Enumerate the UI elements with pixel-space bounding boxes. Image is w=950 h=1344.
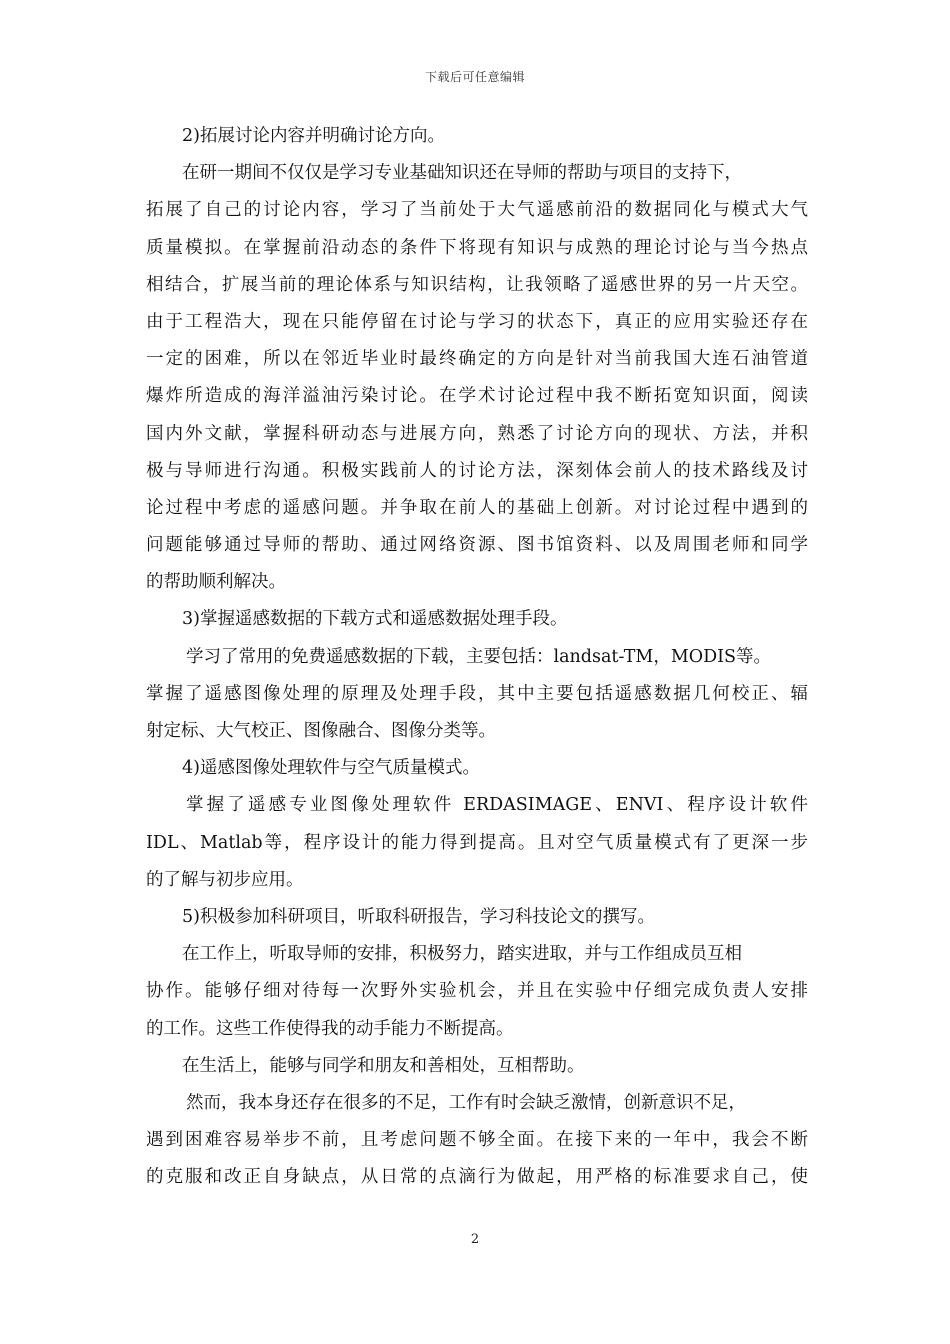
text-line: 质量模拟。在掌握前沿动态的条件下将现有知识与成熟的理论讨论与当今热点 (146, 237, 808, 258)
text-line: 在生活上，能够与同学和朋友和善相处，互相帮助。 (182, 1055, 585, 1076)
text-line: 由于工程浩大，现在只能停留在讨论与学习的状态下，真正的应用实验还存在 (146, 311, 808, 332)
text-line: 射定标、大气校正、图像融合、图像分类等。 (146, 721, 496, 741)
page-number: 2 (470, 1232, 480, 1247)
text-line: 的工作。这些工作使得我的动手能力不断提高。 (146, 1018, 514, 1039)
text-line: 拓展了自己的讨论内容，学习了当前处于大气遥感前沿的数据同化与模式大气 (146, 200, 808, 221)
text-line: 的了解与初步应用。 (146, 869, 304, 890)
text-line: 爆炸所造成的海洋溢油污染讨论。在学术讨论过程中我不断拓宽知识面，阅读 (146, 386, 808, 407)
text-line: 极与导师进行沟通。积极实践前人的讨论方法，深刻体会前人的技术路线及讨 (146, 460, 808, 481)
document-body (146, 118, 808, 1196)
text-line: 相结合，扩展当前的理论体系与知识结构，让我领略了遥感世界的另一片天空。 (146, 274, 808, 295)
text-line: 掌握了遥感图像处理的原理及处理手段，其中主要包括遥感数据几何校正、辐 (146, 683, 808, 704)
text-line: 4)遥感图像处理软件与空气质量模式。 (182, 758, 480, 779)
text-line: 的帮助顺利解决。 (146, 572, 286, 593)
text-line: 协作。能够仔细对待每一次野外实验机会，并且在实验中仔细完成负责人安排 (146, 981, 808, 1002)
text-line: 掌握了遥感专业图像处理软件 ERDASIMAGE、ENVI、程序设计软件 (186, 795, 808, 816)
text-line: 3)掌握遥感数据的下载方式和遥感数据处理手段。 (182, 609, 568, 630)
text-line: 然而，我本身还存在很多的不足，工作有时会缺乏激情，创新意识不足， (186, 1092, 746, 1113)
text-line: 2)拓展讨论内容并明确讨论方向。 (182, 126, 445, 146)
text-line: 问题能够通过导师的帮助、通过网络资源、图书馆资料、以及周围老师和同学 (146, 535, 808, 556)
text-line: 的克服和改正自身缺点，从日常的点滴行为做起，用严格的标准要求自己，使 (146, 1167, 808, 1188)
text-line: 在研一期间不仅仅是学习专业基础知识还在导师的帮助与项目的支持下， (182, 163, 742, 184)
text-line: 一定的困难，所以在邻近毕业时最终确定的方向是针对当前我国大连石油管道 (146, 349, 808, 370)
page-header: 下载后可任意编辑 (424, 70, 525, 84)
text-line: 国内外文献，掌握科研动态与进展方向，熟悉了讨论方向的现状、方法，并积 (146, 423, 808, 444)
text-line: 学习了常用的免费遥感数据的下载，主要包括：landsat-TM，MODIS等。 (186, 646, 772, 667)
text-line: 在工作上，听取导师的安排，积极努力，踏实进取，并与工作组成员互相 (182, 944, 742, 965)
text-line: IDL、Matlab等，程序设计的能力得到提高。且对空气质量模式有了更深一步 (146, 832, 808, 853)
text-line: 遇到困难容易举步不前，且考虑问题不够全面。在接下来的一年中，我会不断 (146, 1130, 808, 1151)
text-line: 5)积极参加科研项目，听取科研报告，学习科技论文的撰写。 (182, 906, 655, 927)
text-line: 论过程中考虑的遥感问题。并争取在前人的基础上创新。对讨论过程中遇到的 (146, 497, 808, 518)
